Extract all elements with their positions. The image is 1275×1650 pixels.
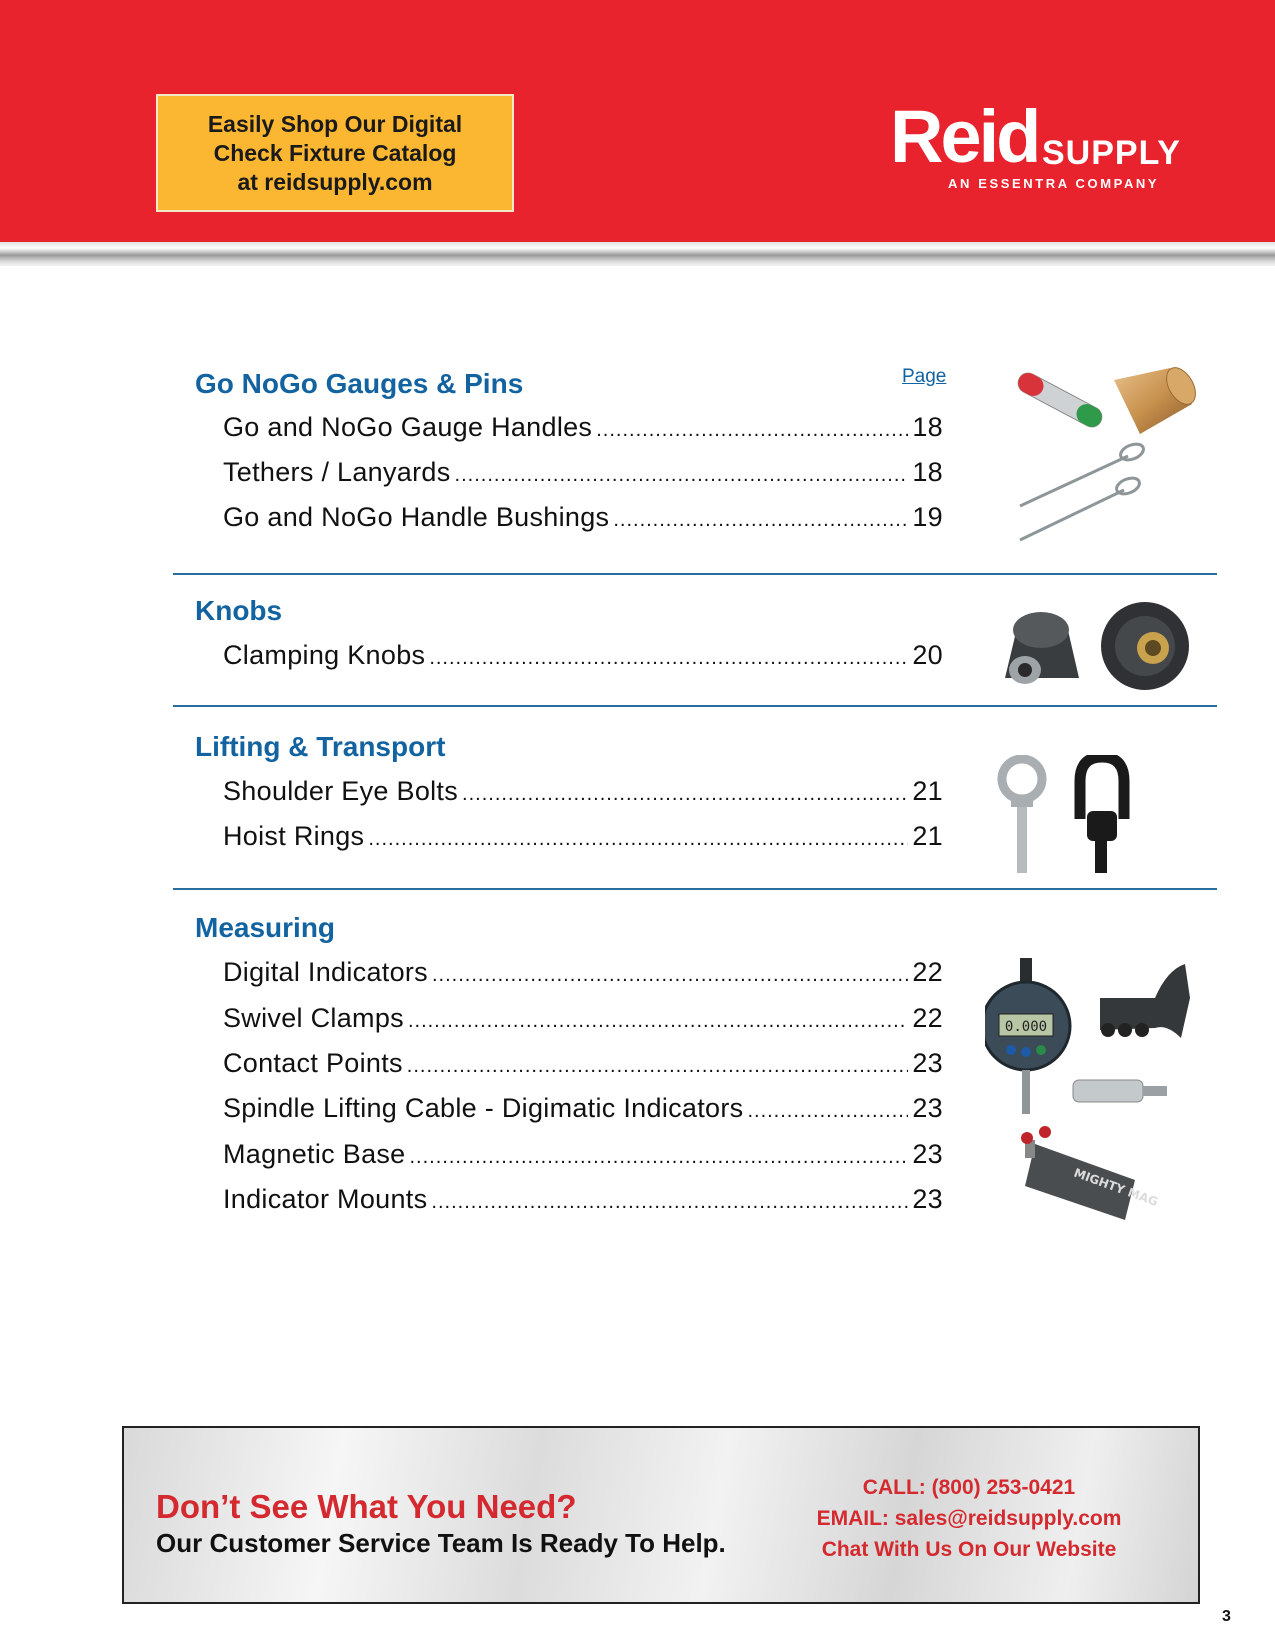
toc-item[interactable]: [223, 1003, 943, 1034]
email-link[interactable]: EMAIL: sales@reidsupply.com: [816, 1507, 1122, 1530]
toc-item-label: Clamping Knobs: [223, 640, 426, 670]
toc-item[interactable]: [223, 957, 943, 988]
toc-item[interactable]: [223, 502, 943, 533]
hoist-ring-icon: [1080, 757, 1124, 873]
toc-item-label: Go and NoGo Gauge Handles: [223, 412, 593, 442]
toc-item-label: Magnetic Base: [223, 1139, 406, 1169]
promo-line-1: Easily Shop Our Digital: [207, 110, 463, 137]
section-title-measuring[interactable]: Measuring: [195, 912, 336, 943]
knob-insert-icon: [1101, 602, 1189, 690]
toc-item-label: Swivel Clamps: [223, 1003, 404, 1033]
section-title-knobs[interactable]: Knobs: [195, 595, 283, 626]
promo-line-3: at reidsupply.com: [237, 168, 433, 195]
chat-link[interactable]: Chat With Us On Our Website: [821, 1538, 1117, 1561]
header-banner: [0, 0, 1275, 242]
indicator-display-text: 0.000: [1004, 1019, 1048, 1035]
gauge-pins-image: [1010, 360, 1210, 550]
reid-supply-logo: [890, 95, 1181, 196]
swivel-clamp-icon: [1100, 964, 1190, 1038]
toc-item-page: 20: [912, 640, 943, 670]
gauge-handle-pin-icon: [1015, 370, 1106, 431]
toc-item[interactable]: [223, 776, 943, 807]
toc-item-page: 18: [912, 412, 943, 442]
tether-lanyard-icon: [1020, 441, 1146, 540]
mag-base-label: MIGHTY MAG: [1071, 1165, 1160, 1210]
toc-item-page: 21: [912, 821, 943, 851]
toc-item[interactable]: [223, 1184, 943, 1215]
contact-point-icon: [1073, 1080, 1167, 1102]
logo-reid: Reid: [890, 95, 1039, 178]
toc-item[interactable]: [223, 640, 943, 671]
digital-indicator-icon: [985, 958, 1070, 1114]
section-title-lifting[interactable]: Lifting & Transport: [195, 731, 446, 762]
toc-item-page: 21: [912, 776, 943, 806]
help-headline: Don’t See What You Need?: [156, 1488, 577, 1525]
toc-item-page: 23: [912, 1048, 943, 1078]
help-subline: Our Customer Service Team Is Ready To Help.: [156, 1528, 726, 1558]
promo-line-2: Check Fixture Catalog: [213, 139, 457, 166]
toc-item-page: 23: [912, 1093, 943, 1123]
measuring-tools-image: [985, 958, 1205, 1238]
toc-item-page: 22: [912, 1003, 943, 1033]
toc-item-label: Contact Points: [223, 1048, 403, 1078]
toc-item[interactable]: [223, 1048, 943, 1079]
toc-item-label: Go and NoGo Handle Bushings: [223, 502, 610, 532]
toc-item-label: Digital Indicators: [223, 957, 428, 987]
catalog-promo-box[interactable]: [156, 94, 514, 212]
toc-item[interactable]: [223, 821, 943, 852]
phone-link[interactable]: CALL: (800) 253-0421: [862, 1476, 1076, 1499]
toc-item-label: Hoist Rings: [223, 821, 365, 851]
section-title-go-nogo[interactable]: Go NoGo Gauges & Pins: [195, 368, 524, 399]
toc-item-label: Indicator Mounts: [223, 1184, 428, 1214]
section-divider: [173, 705, 1217, 707]
toc-item-label: Spindle Lifting Cable - Digimatic Indicators: [223, 1093, 744, 1123]
lifting-hardware-image: [985, 755, 1145, 875]
knob-icon: [1005, 612, 1079, 684]
toc-item-page: 18: [912, 457, 943, 487]
section-divider: [173, 888, 1217, 890]
page-column-label: Page: [902, 366, 947, 387]
magnetic-base-icon: [1021, 1126, 1160, 1220]
page-number: 3: [1222, 1608, 1231, 1625]
help-banner: [122, 1426, 1200, 1604]
toc-item[interactable]: [223, 457, 943, 488]
toc-item[interactable]: [223, 412, 943, 443]
contact-info: [804, 1472, 1134, 1565]
logo-tagline: AN ESSENTRA COMPANY: [948, 176, 1160, 191]
toc-item-page: 23: [912, 1184, 943, 1214]
toc-item-page: 23: [912, 1139, 943, 1169]
toc-item-page: 19: [912, 502, 943, 532]
handle-bushing-icon: [1114, 363, 1201, 434]
toc-item[interactable]: [223, 1093, 943, 1124]
toc-item-label: Tethers / Lanyards: [223, 457, 451, 487]
header-chrome-bar: [0, 242, 1275, 266]
section-divider: [173, 573, 1217, 575]
toc-item-label: Shoulder Eye Bolts: [223, 776, 459, 806]
toc-item-page: 22: [912, 957, 943, 987]
logo-supply: SUPPLY: [1042, 134, 1181, 172]
eye-bolt-icon: [1002, 759, 1042, 873]
clamping-knobs-image: [995, 598, 1195, 698]
toc-item[interactable]: [223, 1139, 943, 1170]
